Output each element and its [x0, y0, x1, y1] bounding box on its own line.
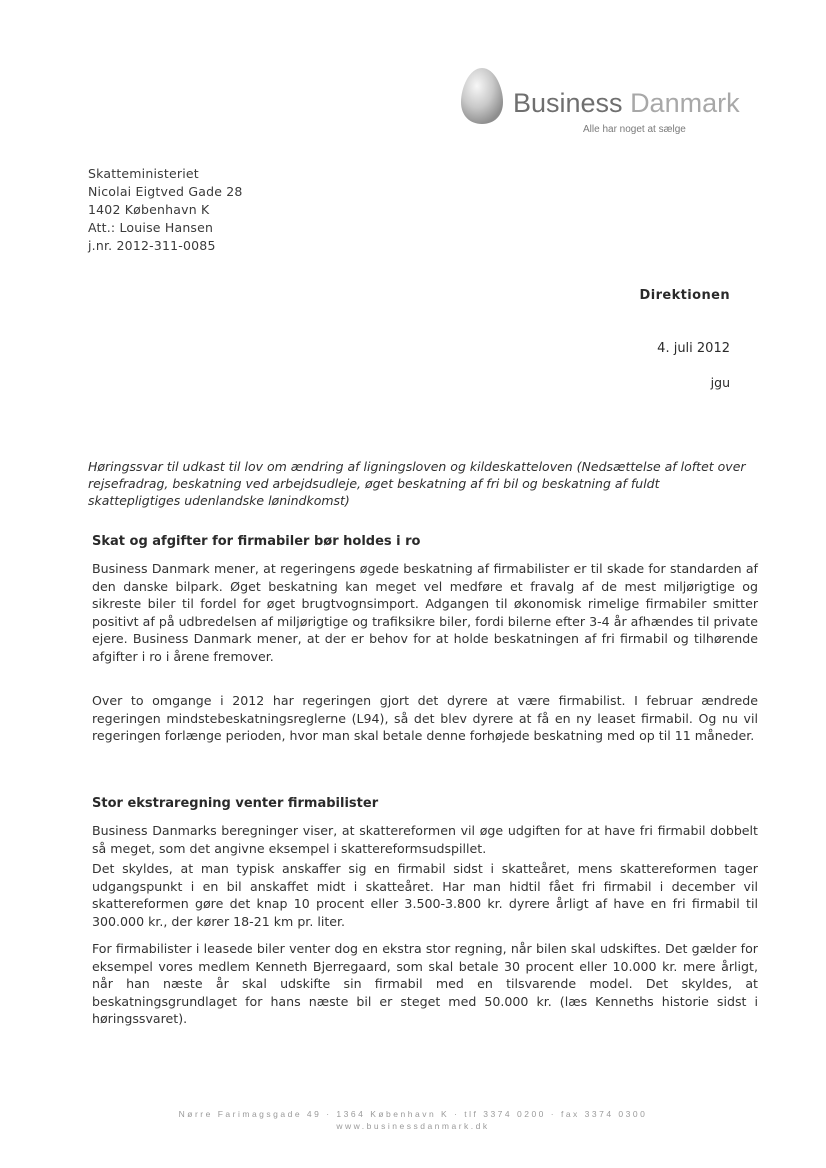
body-paragraph: For firmabilister i leasede biler venter dog en ekstra stor regning, når bilen skal udskiftes. Det gælder for eksempel vores medlem Kenneth Bjerregaard, som skal betale 30 procent eller 10.000 kr. mere årligt, når han næste år skal udskifte sin firmabil med en tilsvarende model. Det skyldes, at beskatningsgrundlaget for hans næste bil er steget med 50.000 kr. (læs Kenneths historie sidst i høringssvaret).: [92, 941, 758, 1026]
company-logo: [455, 60, 775, 140]
body-paragraph: Business Danmark mener, at regeringens øgede beskatning af firmabilister er til skade for standarden af den danske bilpark. Øget beskatning kan meget vel medføre et fravalg af de mest miljørigtige og sikreste biler til fordel for øget brugtvognsimport. Adgangen til økonomisk rimelige firmabiler smitter positivt af på udbredelsen af miljørigtige og trafiksikre biler, fordi bilerne efter 3-4 år afhændes til private ejere. Business Danmark mener, at der er behov for at holde beskatningen af fri firmabil og tilhørende afgifter i ro i årene fremover.: [92, 561, 758, 664]
footer-address: Nørre Farimagsgade 49 · 1364 København K · tlf 3374 0200 · fax 3374 0300: [178, 1109, 648, 1119]
page-footer: [0, 1108, 826, 1132]
brand-tagline: Alle har noget at sælge: [583, 124, 686, 135]
address-line: Att.: Louise Hansen: [88, 220, 214, 235]
address-line: j.nr. 2012-311-0085: [88, 238, 216, 253]
sender-initials: jgu: [710, 375, 730, 390]
address-line: 1402 København K: [88, 202, 210, 217]
brand-name-part2: Danmark: [630, 88, 740, 118]
body-paragraph: Det skyldes, at man typisk anskaffer sig en firmabil sidst i skatteåret, mens skattereformen tager udgangspunkt i en bil anskaffet midt i skatteåret. Har man hidtil fået fri firmabil i december vil skattereformen gøre det knap 10 procent eller 3.500-3.800 kr. dyrere årligt af have en fri firmabil til 300.000 kr., der kører 18-21 km pr. liter.: [92, 861, 758, 929]
brand-name: [513, 88, 740, 119]
letter-date: 4. juli 2012: [657, 341, 730, 356]
body-paragraph: Business Danmarks beregninger viser, at skattereformen vil øge udgiften for at have fri firmabil dobbelt så meget, som det angivne eksempel i skattereformsudspillet.: [92, 823, 758, 856]
brand-name-part1: Business: [513, 88, 631, 118]
address-line: Skatteministeriet: [88, 166, 199, 181]
subject-line: Høringssvar til udkast til lov om ændring af ligningsloven og kildeskatteloven (Nedsættelse af loftet over rejsefradrag, beskatning ved arbejdsudleje, øget beskatning af fri bil og beskatning af fuldt skattepligtiges udenlandske lønindkomst): [88, 459, 746, 508]
section-heading: Skat og afgifter for firmabiler bør holdes i ro: [92, 534, 421, 549]
department-label: Direktionen: [639, 288, 730, 303]
address-line: Nicolai Eigtved Gade 28: [88, 184, 243, 199]
egg-logo-icon: [459, 66, 505, 126]
recipient-address: [88, 165, 243, 255]
section-heading: Stor ekstraregning venter firmabilister: [92, 796, 379, 811]
body-paragraph: Over to omgange i 2012 har regeringen gjort det dyrere at være firmabilist. I februar ændrede regeringen mindstebeskatningsreglerne (L94), så det blev dyrere at få en ny leaset firmabil. Og nu vil regeringen forlænge perioden, hvor man skal betale denne forhøjede beskatning med op til 11 måneder.: [92, 693, 758, 743]
footer-website: www.businessdanmark.dk: [336, 1121, 490, 1131]
